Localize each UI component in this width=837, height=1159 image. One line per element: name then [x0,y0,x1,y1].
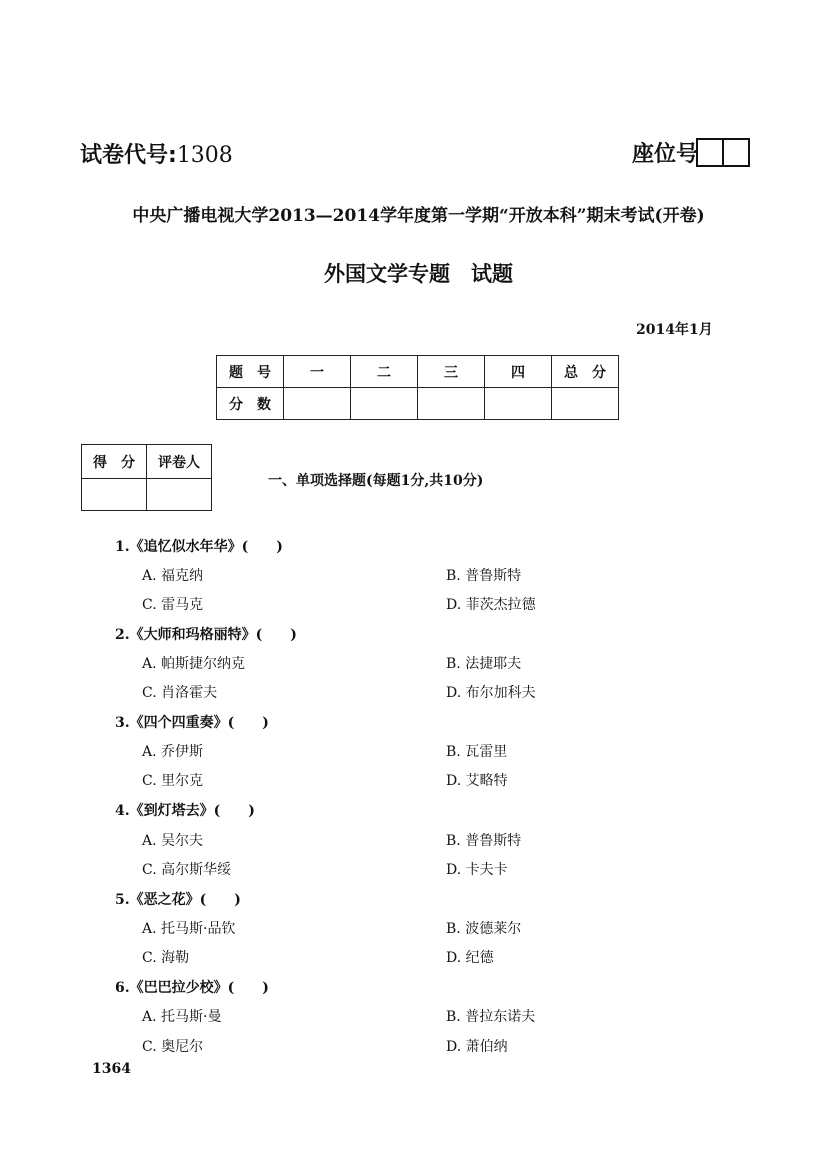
grader-table [81,444,212,511]
grader-name-cell [147,479,212,511]
option-2-c: C. 肖洛霍夫 [142,685,218,701]
grader-name-label: 评卷人 [147,445,212,479]
question-stem-4: 4.《到灯塔去》( ) [115,803,255,819]
option-5-c: C. 海勒 [142,950,190,966]
question-stem-5: 5.《恶之花》( ) [115,892,241,908]
question-stem-2: 2.《大师和玛格丽特》( ) [115,627,297,643]
seat-number [632,138,750,166]
option-6-c: C. 奥尼尔 [142,1039,204,1055]
option-1-c: C. 雷马克 [142,597,204,613]
section-title: 一、单项选择题(每题1分,共10分) [268,473,484,489]
option-4-c: C. 高尔斯华绥 [142,862,232,878]
score-row-label: 分 数 [217,388,284,420]
option-1-d: D. 菲茨杰拉德 [446,597,536,613]
option-3-a: A. 乔伊斯 [142,744,204,760]
score-table-score-row [217,388,619,420]
question-stem-3: 3.《四个四重奏》( ) [115,715,269,731]
university-line: 中央广播电视大学2013—2014学年度第一学期“开放本科”期末考试(开卷) [132,206,705,226]
paper-code-value: 1308 [176,143,233,168]
score-input-4 [485,388,552,420]
score-cell-3: 三 [418,356,485,388]
question-stem-1: 1.《追忆似水年华》( ) [115,539,283,555]
option-4-b: B. 普鲁斯特 [446,833,522,849]
score-table [216,355,619,420]
option-2-d: D. 布尔加科夫 [446,685,536,701]
option-3-d: D. 艾略特 [446,773,508,789]
option-3-c: C. 里尔克 [142,773,204,789]
grader-score-label: 得 分 [82,445,147,479]
score-input-1 [284,388,351,420]
option-5-b: B. 波德莱尔 [446,921,522,937]
option-6-a: A. 托马斯·曼 [142,1009,222,1025]
page-number: 1364 [92,1061,131,1077]
paper-code [80,138,233,169]
score-cell-2: 二 [351,356,418,388]
option-4-a: A. 吴尔夫 [142,833,204,849]
score-table-header-row [217,356,619,388]
option-6-b: B. 普拉东诺夫 [446,1009,536,1025]
option-5-d: D. 纪德 [446,950,494,966]
option-2-b: B. 法捷耶夫 [446,656,522,672]
seat-box-1 [696,138,724,167]
seat-box-2 [722,138,750,167]
score-cell-1: 一 [284,356,351,388]
score-input-3 [418,388,485,420]
option-3-b: B. 瓦雷里 [446,744,508,760]
score-cell-total: 总 分 [552,356,619,388]
question-stem-6: 6.《巴巴拉少校》( ) [115,980,269,996]
seat-label: 座位号 [632,141,699,167]
option-4-d: D. 卡夫卡 [446,862,508,878]
paper-code-label: 试卷代号: [80,143,177,168]
exam-title: 外国文学专题 试题 [324,262,513,286]
option-6-d: D. 萧伯纳 [446,1039,508,1055]
option-2-a: A. 帕斯捷尔纳克 [142,656,246,672]
option-1-b: B. 普鲁斯特 [446,568,522,584]
exam-date: 2014年1月 [636,322,713,338]
score-input-total [552,388,619,420]
score-cell-4: 四 [485,356,552,388]
score-cell-label: 题 号 [217,356,284,388]
option-5-a: A. 托马斯·品钦 [142,921,236,937]
option-1-a: A. 福克纳 [142,568,204,584]
score-input-2 [351,388,418,420]
grader-score-cell [82,479,147,511]
